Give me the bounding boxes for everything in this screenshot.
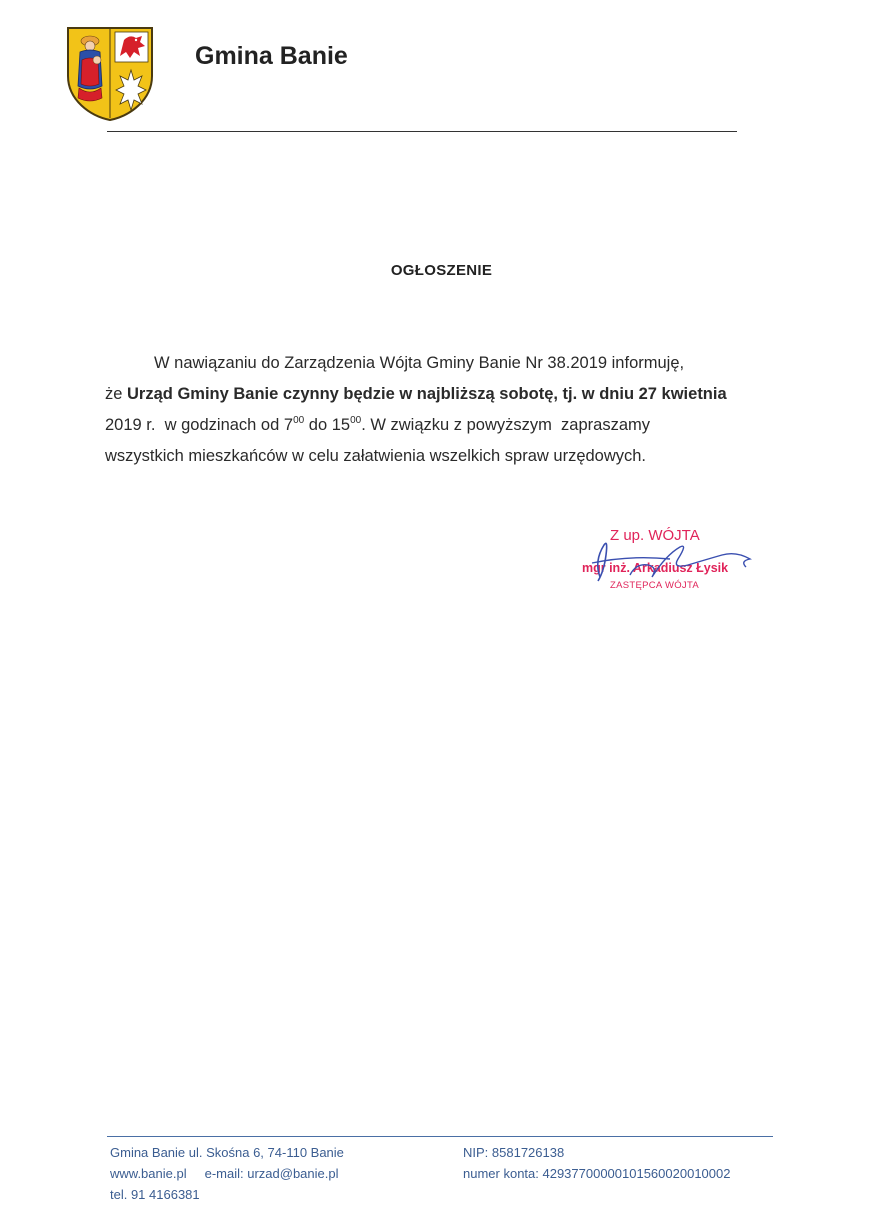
footer-company-info bbox=[463, 1142, 793, 1184]
footer-phone: tel. 91 4166381 bbox=[110, 1187, 200, 1202]
notice-line-1: W nawiązaniu do Zarządzenia Wójta Gminy Banie Nr 38.2019 informuję, bbox=[154, 354, 685, 372]
footer-website-link[interactable]: www.banie.pl bbox=[110, 1166, 187, 1181]
handwritten-signature bbox=[570, 525, 770, 595]
notice-title: OGŁOSZENIE bbox=[390, 262, 493, 279]
footer-divider bbox=[107, 1136, 773, 1137]
notice-line-3: 2019 r. w godzinach od $7^{00}$ do $15^{00}$. W związku z powyższym zapraszamy bbox=[105, 415, 650, 434]
coat-of-arms-icon bbox=[66, 26, 154, 122]
header-divider bbox=[107, 131, 737, 132]
footer-contact bbox=[110, 1142, 440, 1205]
notice-line-2: że Urząd Gminy Banie czynny będzie w najbliższą sobotę, tj. w dniu 27 kwietnia bbox=[105, 385, 727, 403]
stamp-authorization: Z up. WÓJTA bbox=[610, 527, 700, 544]
stamp-signatory-name: mgr inż. Arkadiusz Łysik bbox=[582, 561, 729, 575]
stamp-signatory-role: ZASTĘPCA WÓJTA bbox=[610, 580, 700, 591]
footer-email-link[interactable]: e-mail: urzad@banie.pl bbox=[204, 1166, 339, 1181]
notice-body bbox=[105, 348, 778, 472]
notice-line-4: wszystkich mieszkańców w celu załatwienia wszelkich spraw urzędowych. bbox=[105, 447, 647, 465]
organization-name: Gmina Banie bbox=[195, 42, 348, 70]
footer-bank-account: numer konta: 42937700000101560020010002 bbox=[463, 1166, 731, 1181]
footer-nip: NIP: 8581726138 bbox=[463, 1145, 565, 1160]
official-stamp bbox=[570, 525, 770, 595]
footer-address: Gmina Banie ul. Skośna 6, 74-110 Banie bbox=[110, 1145, 344, 1160]
